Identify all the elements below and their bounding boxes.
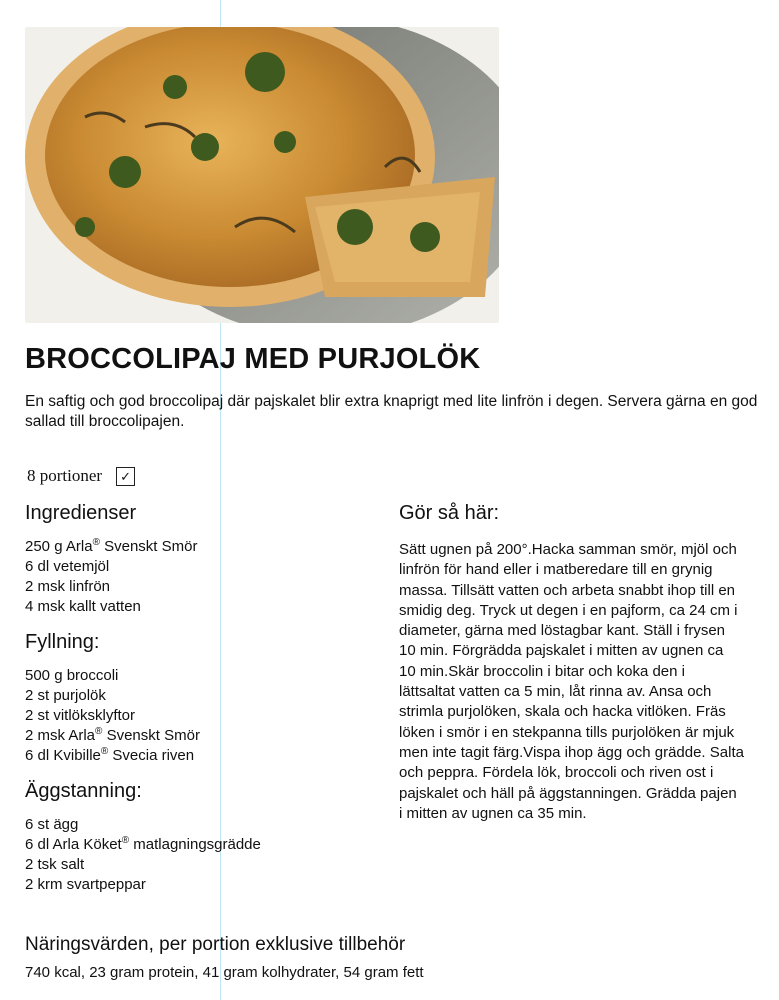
ingredients-column: [25, 500, 365, 895]
portions-value: 8 portioner: [27, 466, 103, 485]
check-icon[interactable]: ✓: [116, 467, 135, 486]
ingredients-heading: Ingredienser: [25, 502, 137, 524]
list-item: 6 dl Kvibille® Svecia riven: [25, 746, 195, 764]
list-item: 4 msk kallt vatten: [25, 598, 141, 615]
ingredients-list: [25, 537, 365, 617]
list-item: 2 st vitlöksklyftor: [25, 707, 136, 724]
list-item: 2 msk linfrön: [25, 578, 111, 595]
egg-list: [25, 815, 365, 895]
list-item: 2 st purjolök: [25, 687, 106, 704]
list-item: 2 msk Arla® Svenskt Smör: [25, 726, 200, 744]
filling-heading: Fyllning:: [25, 631, 100, 653]
nutrition-heading: Näringsvärden, per portion exklusive tillbehör: [25, 934, 406, 955]
list-item: 250 g Arla® Svenskt Smör: [25, 537, 198, 555]
list-item: 2 krm svartpeppar: [25, 876, 146, 893]
recipe-intro: En saftig och god broccolipaj där pajskalet blir extra knaprigt med lite linfrön i degen. Servera gärna en god sallad till broccolipajen.: [25, 393, 758, 430]
list-item: 6 dl Arla Köket® matlagningsgrädde: [25, 835, 261, 853]
nutrition-text: 740 kcal, 23 gram protein, 41 gram kolhydrater, 54 gram fett: [25, 964, 424, 981]
broccoli-pie-photo: [25, 27, 499, 323]
list-item: 2 tsk salt: [25, 856, 85, 873]
filling-list: [25, 666, 365, 766]
method-text: Sätt ugnen på 200°.Hacka samman smör, mjöl och linfrön för hand eller i matberedare till en grynig massa. Tillsätt vatten och arbeta snabbt ihop till en smidig deg. Tryck ut degen i en pajform, ca 24 cm i diameter, gärna med löstagbar kant. Ställ i frysen 10 min. Förgrädda pajskalet i mitten av ugnen ca 10 min.Skär broccolin i bitar och koka den i lättsaltat vatten ca 5 min, låt rinna av. Ansa och strimla purjolöken, skala och hacka vitlöken. Fräs löken i smör i en stekpanna tills purjolöken är mjuk men inte tagit färg.Vispa ihop ägg och grädde. Salta och peppra. Fördela lök, broccoli och riven ost i pajskalet och häll på äggstanningen. Grädda pajen i mitten av ugnen ca 35 min.: [399, 541, 744, 822]
portions-selector[interactable]: [27, 466, 135, 486]
method-column: [399, 500, 759, 824]
recipe-title: BROCCOLIPAJ MED PURJOLÖK: [25, 343, 481, 375]
list-item: 6 st ägg: [25, 816, 79, 833]
list-item: 6 dl vetemjöl: [25, 558, 110, 575]
egg-heading: Äggstanning:: [25, 780, 142, 802]
method-heading: Gör så här:: [399, 502, 500, 524]
list-item: 500 g broccoli: [25, 667, 119, 684]
